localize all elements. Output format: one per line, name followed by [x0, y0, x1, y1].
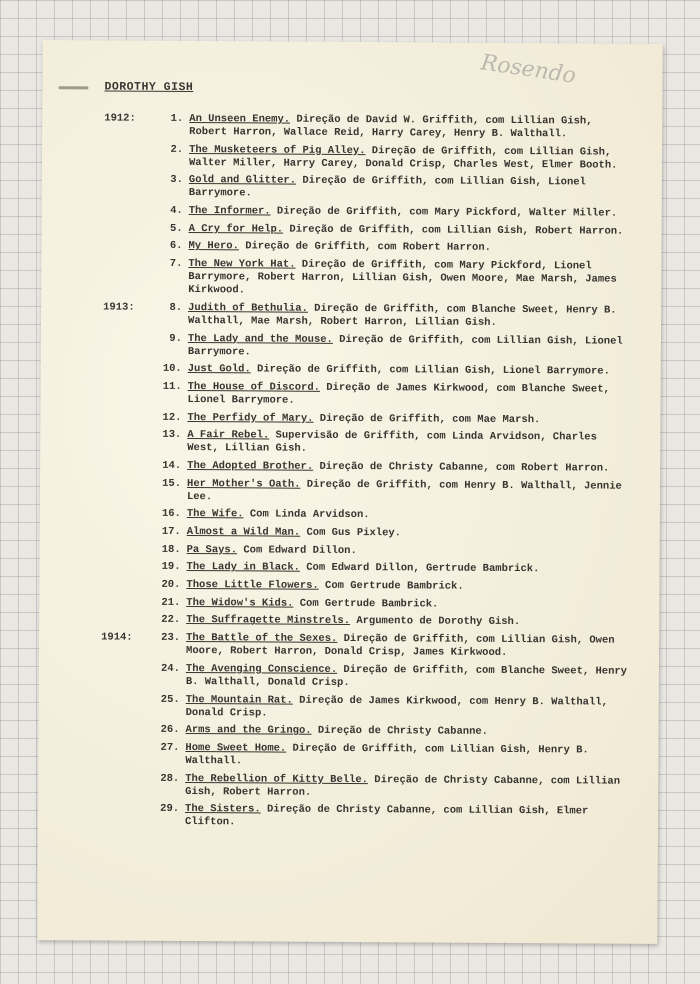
film-title: My Hero. — [188, 240, 239, 253]
film-title: Judith of Bethulia. — [188, 301, 308, 315]
film-entry — [104, 222, 634, 238]
entry-number: 20. — [161, 578, 181, 592]
entry-number: 8. — [169, 301, 183, 314]
film-title: A Fair Rebel. — [187, 429, 270, 442]
entry-number: 5. — [169, 222, 183, 235]
entry-number: 25. — [160, 693, 180, 706]
entry-year — [100, 772, 144, 798]
entry-number: 27. — [160, 741, 180, 754]
entry-year — [101, 596, 145, 609]
film-entry — [101, 561, 631, 577]
film-credits: Direção de Griffith, com Blanche Sweet, Henry B. Walthall, Mae Marsh, Robert Harron, Lillian Gish. — [188, 302, 617, 329]
entry-year — [101, 614, 145, 627]
film-credits: Direção de Griffith, com Lillian Gish, Lionel Barrymore. — [250, 363, 610, 378]
film-credits: Direção de Griffith, com Robert Harron. — [238, 240, 491, 255]
film-entry — [104, 205, 634, 221]
entry-description — [187, 412, 632, 428]
film-credits: Direção de Griffith, com Henry B. Walthall, Jennie Lee. — [186, 478, 622, 503]
film-entry — [102, 543, 632, 559]
entry-year — [102, 525, 146, 538]
entry-year — [101, 561, 145, 574]
entry-description — [186, 632, 631, 661]
film-entry — [102, 411, 632, 427]
film-entry — [100, 803, 630, 832]
film-entry — [103, 258, 633, 300]
entry-number: 6. — [169, 240, 183, 253]
film-title: The New York Hat. — [188, 258, 296, 271]
film-credits: Direção de Christy Cabanne, com Lillian Gish, Elmer Clifton. — [184, 803, 589, 829]
film-entry — [103, 380, 633, 409]
entry-description — [187, 429, 632, 458]
film-credits: Supervisão de Griffith, com Linda Arvidson, Charles West, Lillian Gish. — [187, 429, 597, 455]
filmography-list — [100, 112, 634, 836]
film-title: The Lady and the Mouse. — [187, 332, 333, 346]
film-entry — [104, 143, 634, 172]
entry-description — [188, 381, 633, 410]
film-credits: Direção de Griffith, com Mae Marsh. — [313, 412, 541, 426]
film-title: The Wife. — [186, 508, 244, 521]
film-title: The Lady in Black. — [186, 561, 300, 575]
entry-description — [186, 663, 631, 692]
entry-year — [101, 579, 145, 592]
film-title: Just Gold. — [187, 363, 251, 376]
film-credits: Argumento de Dorothy Gish. — [350, 615, 521, 629]
entry-number: 4. — [170, 204, 183, 218]
film-entry — [104, 112, 634, 141]
film-title: Almost a Wild Man. — [186, 526, 301, 539]
film-credits: Com Edward Dillon. — [237, 543, 357, 557]
entry-year — [102, 411, 146, 424]
film-credits: Direção de Griffith, com Lillian Gish, Walter Miller, Harry Carey, Donald Crisp, Charles West, Elmer Booth. — [188, 144, 618, 172]
entry-description — [189, 144, 634, 173]
entry-year — [104, 143, 148, 169]
entry-year — [103, 380, 147, 406]
film-entry — [103, 240, 633, 256]
film-title: The Suffragette Minstrels. — [186, 614, 351, 628]
entry-year — [100, 803, 144, 829]
entry-year — [102, 508, 146, 521]
film-title: Pa Says. — [186, 543, 238, 556]
entry-year — [103, 363, 147, 376]
film-title: The Rebellion of Kitty Belle. — [185, 772, 369, 786]
film-credits: Com Gertrude Bambrick. — [293, 597, 439, 611]
entry-number: 16. — [161, 508, 181, 521]
film-credits: Direção de Griffith, com Lillian Gish, Robert Harron. — [283, 223, 624, 238]
entry-year — [104, 222, 148, 235]
film-entry — [103, 363, 633, 379]
film-title: The Musketeers of Pig Alley. — [189, 143, 366, 157]
entry-year — [101, 693, 145, 719]
entry-description — [186, 561, 631, 577]
film-credits: Direção de Griffith, com Lillian Gish, Henry B. Walthall. — [185, 742, 589, 768]
page-title: DOROTHY GISH — [104, 80, 194, 95]
entry-year — [102, 459, 146, 472]
staple-mark — [58, 86, 88, 89]
entry-number: 26. — [160, 724, 180, 737]
entry-year — [103, 332, 147, 358]
film-credits: Com Linda Arvidson. — [243, 508, 370, 522]
entry-description — [188, 333, 633, 362]
film-credits: Direção de Griffith, com Mary Pickford, Lionel Barrymore, Robert Harron, Lillian Gish, Owen Moore, Mae Marsh, James Kirkwood. — [188, 258, 617, 297]
entry-number: 19. — [161, 561, 181, 574]
entry-year — [104, 174, 148, 200]
film-entry — [101, 614, 631, 630]
film-credits: Direção de Griffith, com Lillian Gish, Owen Moore, Robert Harron, Donald Crisp, James Kirkwood. — [185, 633, 615, 660]
entry-number: 13. — [162, 429, 182, 442]
entry-description — [185, 773, 630, 802]
entry-description — [189, 174, 634, 203]
film-title: Those Little Flowers. — [186, 579, 319, 592]
entry-number: 22. — [161, 614, 181, 627]
entry-number: 29. — [160, 803, 180, 816]
entry-description — [187, 478, 632, 507]
entry-description — [186, 614, 631, 630]
entry-year — [100, 741, 144, 767]
film-credits: Com Edward Dillon, Gertrude Bambrick. — [299, 562, 540, 576]
entry-number: 10. — [162, 363, 182, 376]
entry-description — [185, 803, 630, 832]
film-title: The Avenging Conscience. — [185, 662, 338, 676]
entry-year — [103, 258, 147, 297]
entry-description — [187, 526, 632, 542]
entry-description — [187, 508, 632, 524]
handwritten-annotation: Rosendo — [479, 50, 578, 89]
film-credits: Direção de Christy Cabanne, com Lillian Gish, Robert Harron. — [185, 773, 621, 799]
film-entry — [102, 508, 632, 524]
entry-description — [186, 579, 631, 595]
film-credits: Direção de James Kirkwood, com Henry B. Walthall, Donald Crisp. — [185, 694, 608, 720]
entry-number: 3. — [170, 174, 183, 187]
film-entry — [100, 741, 630, 770]
film-title: The Informer. — [188, 205, 271, 218]
entry-description — [185, 742, 630, 771]
entry-description — [186, 597, 631, 613]
film-credits: Direção de Christy Cabanne, com Robert Harron. — [313, 460, 610, 475]
film-title: Her Mother's Oath. — [187, 477, 301, 491]
entry-number: 28. — [160, 772, 180, 785]
entry-description — [186, 694, 631, 723]
film-title: Gold and Glitter. — [188, 174, 297, 188]
film-title: The Sisters. — [185, 803, 261, 816]
entry-year — [102, 429, 146, 455]
entry-number: 1. — [170, 112, 184, 125]
entry-number: 15. — [162, 477, 182, 490]
film-credits: Direção de James Kirkwood, com Blanche Sweet, Lionel Barrymore. — [187, 381, 610, 407]
entry-description — [189, 205, 634, 221]
entry-year: 1912: — [104, 112, 136, 125]
film-title: The Adopted Brother. — [187, 459, 314, 473]
film-credits: Direção de Griffith, com Lillian Gish, Lionel Barrymore. — [187, 333, 623, 358]
film-title: Arms and the Gringo. — [185, 724, 312, 737]
film-entry — [100, 772, 630, 801]
film-entry — [102, 429, 632, 458]
film-title: Home Sweet Home. — [185, 741, 287, 755]
film-title: The Perfidy of Mary. — [187, 411, 314, 425]
entry-year — [104, 205, 148, 218]
entry-number: 14. — [162, 459, 182, 472]
entry-number: 17. — [161, 525, 181, 538]
entry-number: 23. — [161, 631, 181, 645]
film-credits: Direção de Griffith, com Lillian Gish, Lionel Barrymore. — [188, 175, 586, 200]
entry-year — [102, 477, 146, 503]
film-entry — [101, 579, 631, 595]
entry-description — [188, 363, 633, 379]
entry-year: 1914: — [101, 631, 133, 644]
entry-year — [101, 662, 145, 688]
film-credits: Direção de Griffith, com Blanche Sweet, Henry B. Walthall, Donald Crisp. — [185, 663, 628, 689]
entry-year: 1913: — [103, 301, 135, 314]
entry-description — [187, 460, 632, 476]
entry-number: 2. — [170, 143, 184, 156]
film-entry — [103, 332, 633, 361]
film-entry — [101, 632, 631, 661]
entry-number: 11. — [162, 380, 182, 393]
entry-year — [101, 724, 145, 737]
entry-description — [185, 724, 630, 740]
film-entry — [101, 662, 631, 691]
entry-description — [188, 240, 633, 256]
film-entry — [102, 477, 632, 506]
film-credits: Com Gus Pixley. — [300, 526, 402, 540]
film-entry — [101, 724, 631, 740]
film-credits: Direção de Griffith, com Mary Pickford, Walter Miller. — [270, 205, 618, 220]
film-title: The Battle of the Sexes. — [186, 632, 338, 646]
film-title: A Cry for Help. — [188, 222, 284, 236]
entry-number: 9. — [169, 332, 182, 345]
film-title: The Mountain Rat. — [185, 693, 293, 707]
film-title: The House of Discord. — [187, 380, 321, 394]
film-title: The Widow's Kids. — [186, 596, 294, 610]
entry-description — [189, 113, 634, 142]
film-title: An Unseen Enemy. — [189, 113, 291, 126]
entry-year — [103, 240, 147, 253]
film-entry — [101, 596, 631, 612]
film-credits: Direção de David W. Griffith, com Lillian Gish, Robert Harron, Wallace Reid, Harry Carey, Henry B. Walthall. — [189, 113, 593, 141]
film-entry — [102, 459, 632, 475]
typewritten-page — [37, 40, 662, 944]
entry-number: 7. — [169, 258, 183, 271]
film-entry — [103, 301, 633, 330]
entry-year — [102, 543, 146, 556]
film-credits: Com Gertrude Bambrick. — [318, 579, 464, 593]
entry-number: 24. — [160, 662, 180, 675]
entry-description — [188, 258, 633, 300]
entry-description — [188, 302, 633, 331]
entry-description — [187, 544, 632, 560]
entry-description — [189, 223, 634, 239]
entry-number: 12. — [162, 411, 182, 424]
entry-number: 21. — [161, 596, 181, 609]
film-entry — [102, 525, 632, 541]
film-entry — [104, 174, 634, 203]
film-entry — [101, 693, 631, 722]
film-credits: Direção de Christy Cabanne. — [311, 724, 489, 739]
entry-number: 18. — [161, 543, 181, 556]
